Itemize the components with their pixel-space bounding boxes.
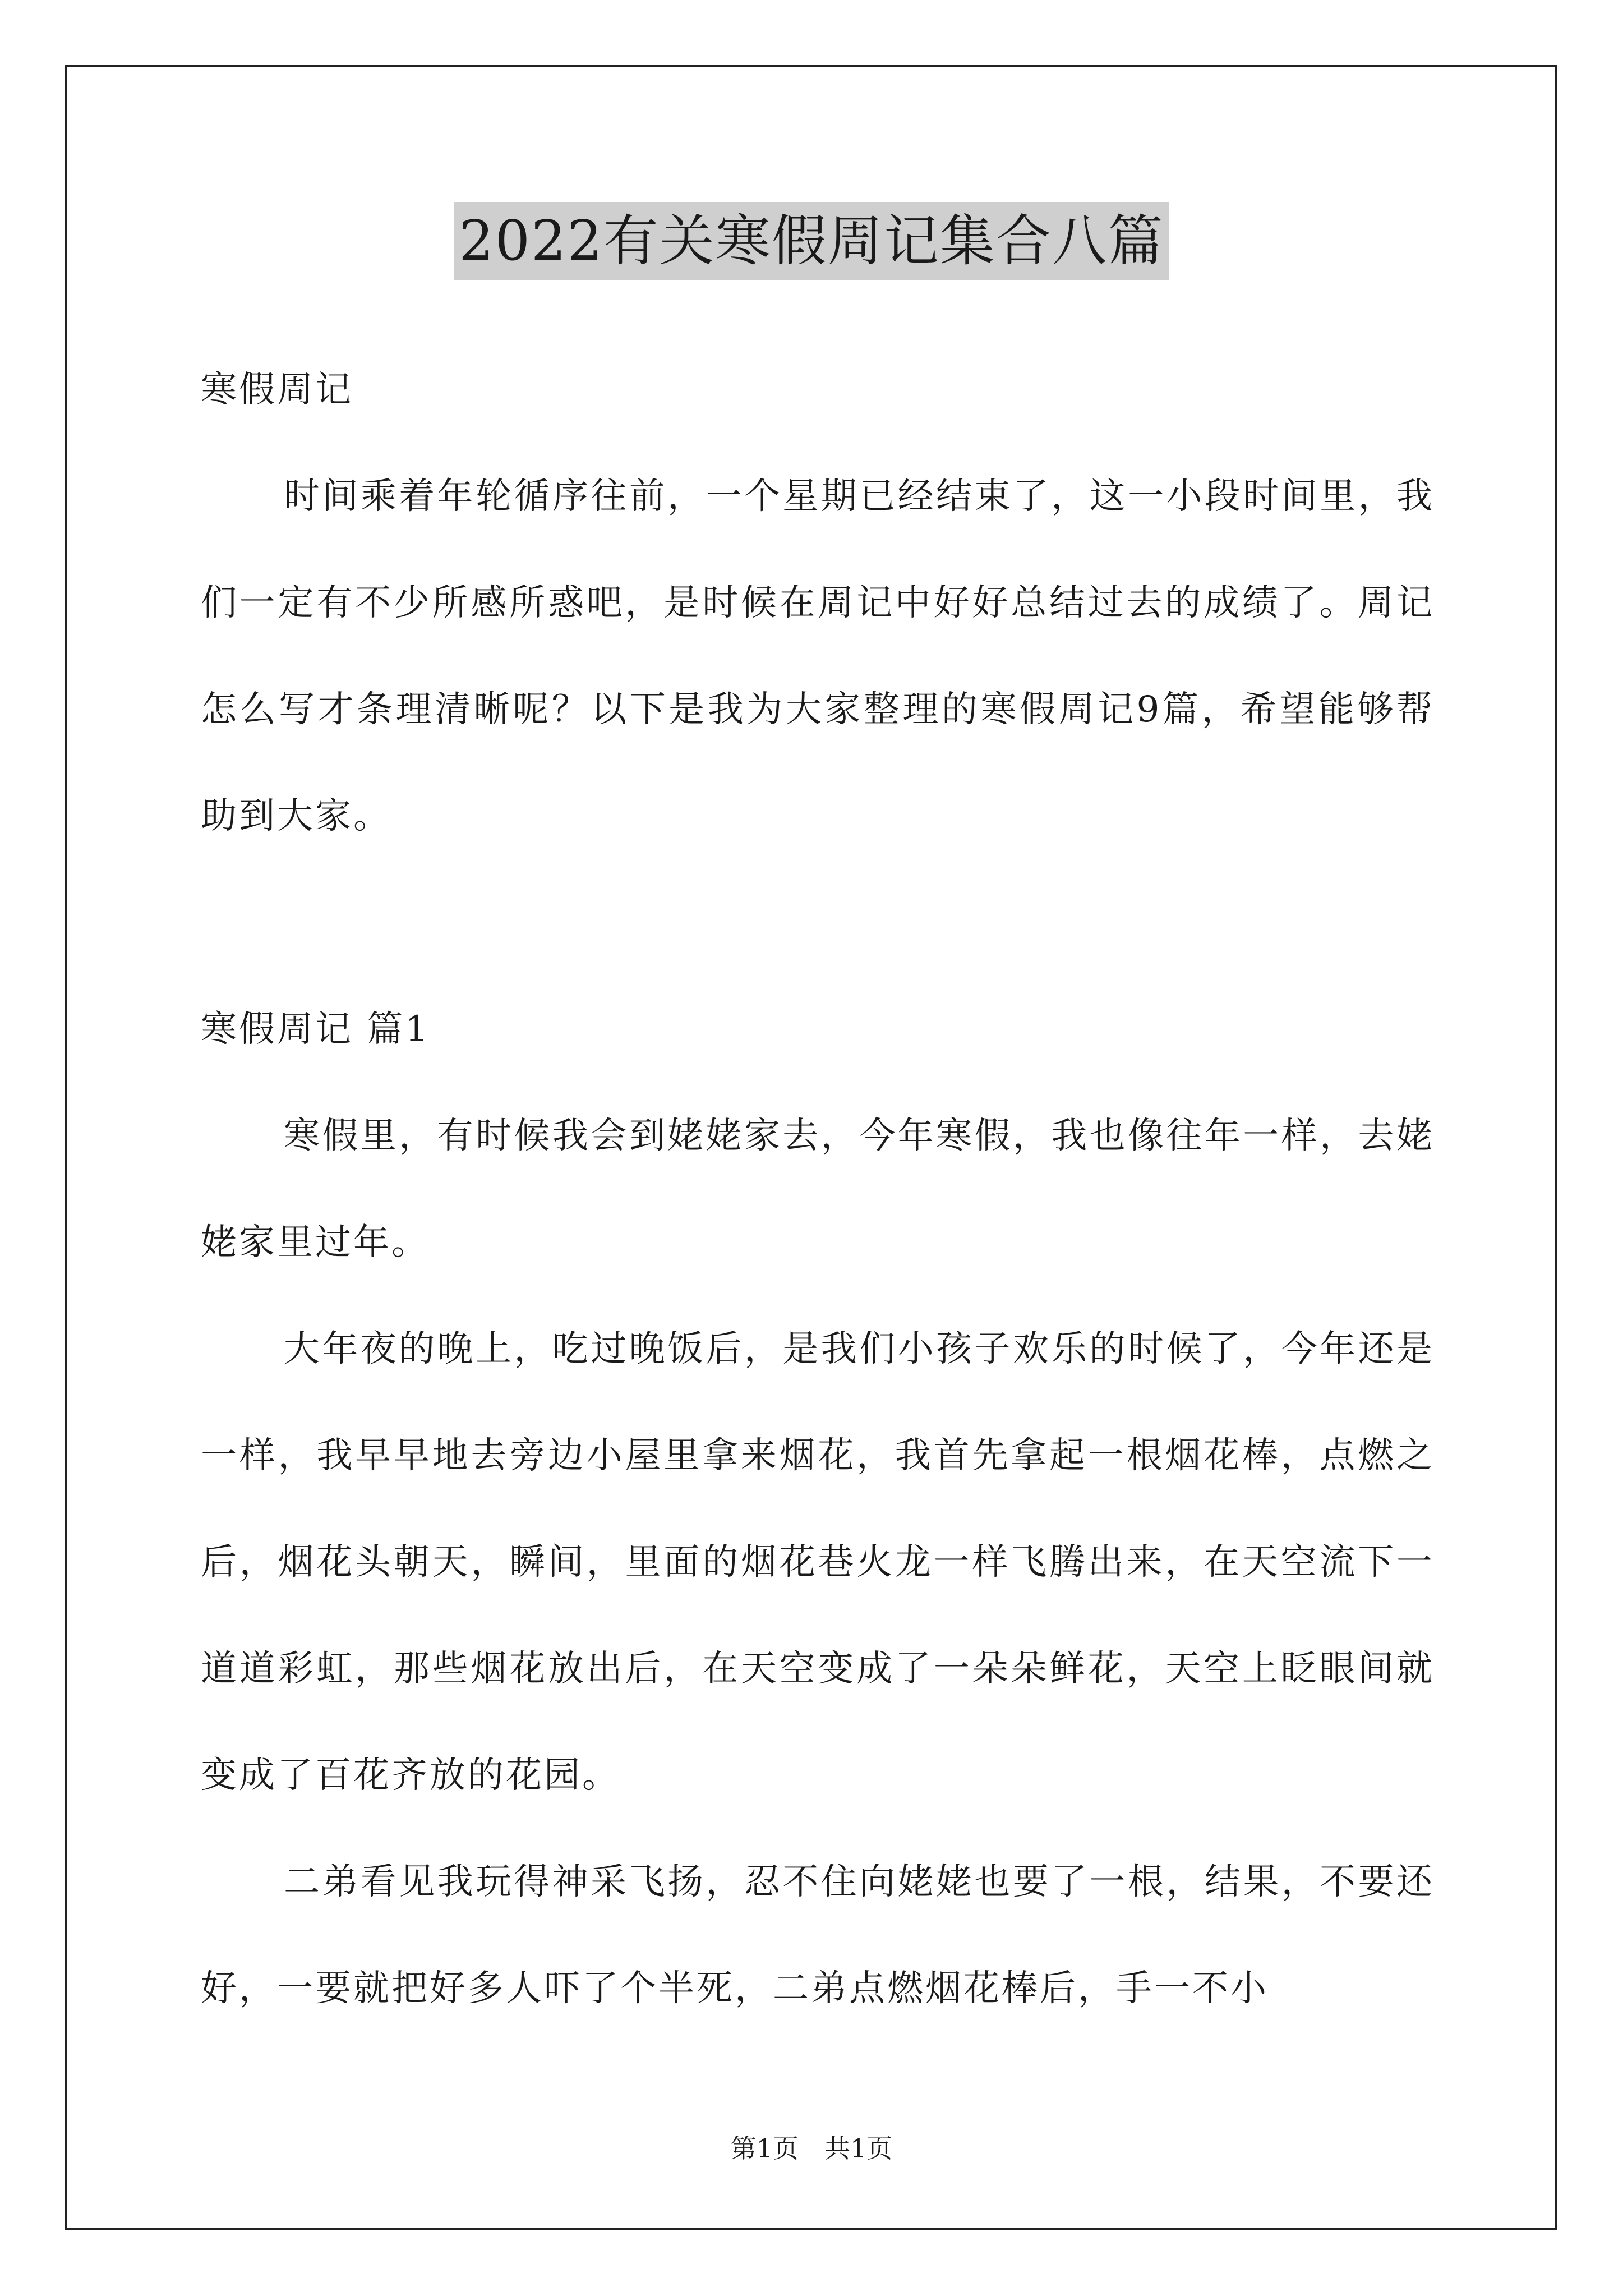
intro-paragraph: 时间乘着年轮循序往前，一个星期已经结束了，这一小段时间里，我们一定有不少所感所惑吧，是时候在周记中好好总结过去的成绩了。周记怎么写才条理清晰呢？以下是我为大家整理的寒假周记9篇，希望能够帮助到大家。: [201, 476, 1435, 837]
body-paragraph-3: 二弟看见我玩得神采飞扬，忍不住向姥姥也要了一根，结果，不要还好，一要就把好多人吓了个半死，二弟点燃烟花棒后，手一不小: [201, 1861, 1435, 2009]
section-heading: 寒假周记 篇1: [201, 1009, 431, 1050]
section-gap: [201, 869, 1435, 976]
document-body: [201, 337, 1435, 2042]
page-footer: 第1页 共1页: [730, 2133, 893, 2164]
document-title: 2022有关寒假周记集合八篇: [454, 202, 1168, 280]
body-paragraph-1: 寒假里，有时候我会到姥姥家去，今年寒假，我也像往年一样，去姥姥家里过年。: [201, 1115, 1435, 1263]
body-paragraph-2: 大年夜的晚上，吃过晚饭后，是我们小孩子欢乐的时候了，今年还是一样，我早早地去旁边小屋里拿来烟花，我首先拿起一根烟花棒，点燃之后，烟花头朝天，瞬间，里面的烟花巷火龙一样飞腾出来，在天空流下一道道彩虹，那些烟花放出后，在天空变成了一朵朵鲜花，天空上眨眼间就变成了百花齐放的花园。: [201, 1328, 1435, 1796]
intro-heading: 寒假周记: [201, 369, 353, 411]
title-wrap: [0, 202, 1623, 280]
